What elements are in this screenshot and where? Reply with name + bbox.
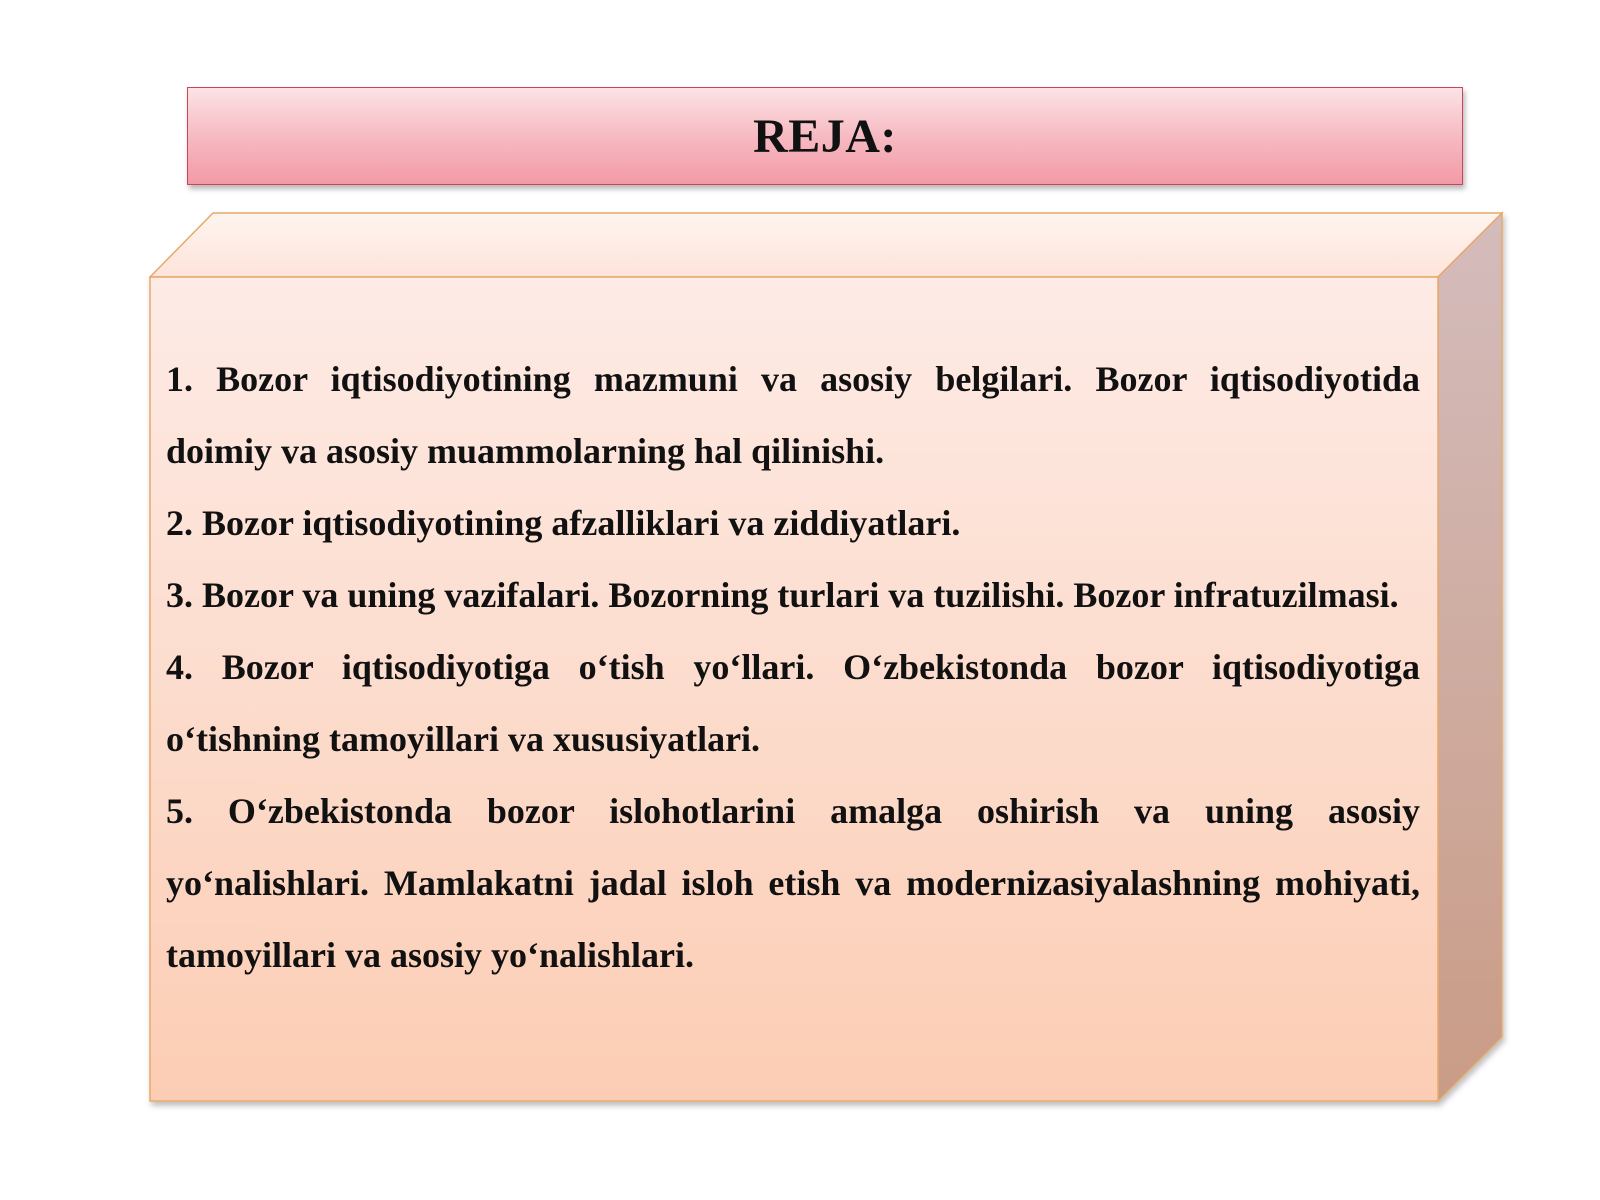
plan-item-2: 2. Bozor iqtisodiyotining afzalliklari va ziddiyatlari. (166, 503, 961, 543)
box-side-face (1438, 213, 1502, 1101)
plan-item-5: 5. O‘zbekistonda bozor islohotlarini amalga oshirish va uning asosiy yo‘nalishlari. Mamlakatni jadal isloh etish va modernizasiyalashning mohiyati, tamoyillari va asosiy yo‘nalishlari. (166, 791, 1420, 975)
plan-item-3: 3. Bozor va uning vazifalari. Bozorning turlari va tuzilishi. Bozor infratuzilmasi. (166, 575, 1399, 615)
plan-item-1: 1. Bozor iqtisodiyotining mazmuni va asosiy belgilari. Bozor iqtisodiyotida doimiy va asosiy muammolarning hal qilinishi. (166, 359, 1420, 471)
box-top-face (150, 213, 1502, 277)
slide-title: REJA: (753, 109, 897, 163)
plan-item-4: 4. Bozor iqtisodiyotiga o‘tish yo‘llari. O‘zbekistonda bozor iqtisodiyotiga o‘tishning tamoyillari va xususiyatlari. (166, 647, 1420, 759)
plan-list (166, 343, 1420, 991)
